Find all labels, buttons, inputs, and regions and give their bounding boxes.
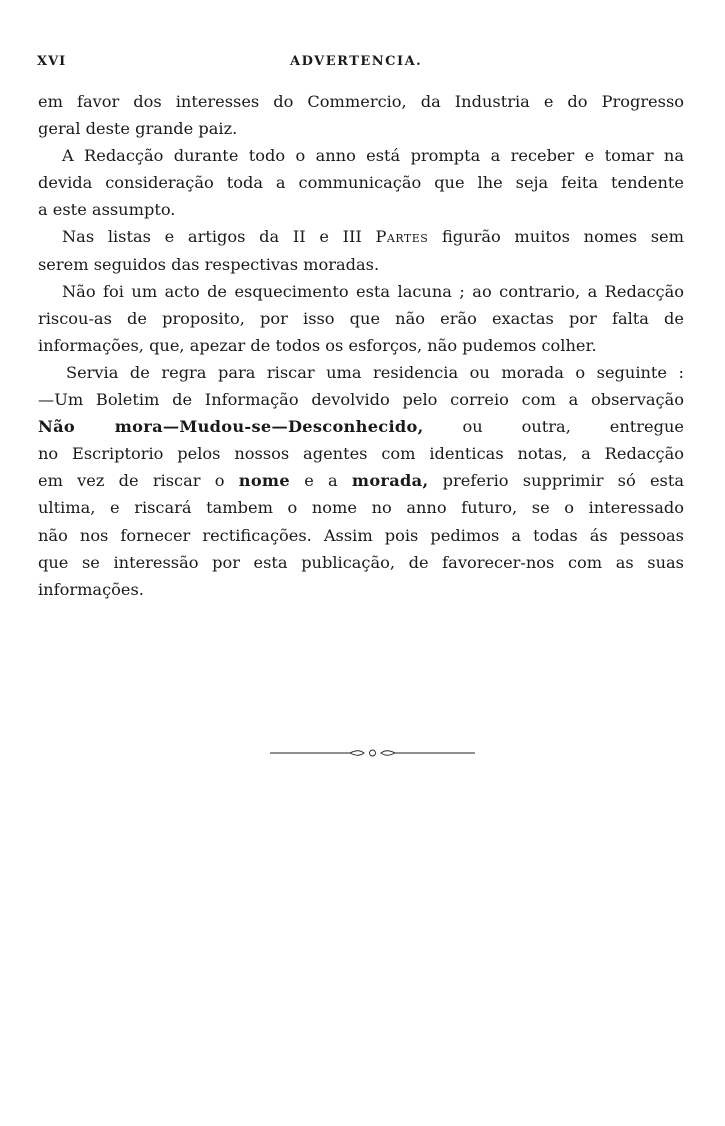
text-line: Não foi um acto de esquecimento esta lacuna ; ao contrario, a Redacção [62, 281, 684, 301]
small-caps-word: Partes [375, 227, 429, 247]
text-segment: Nas listas e artigos da II e III [62, 227, 376, 247]
text-segment: figurão muitos nomes sem [428, 227, 684, 247]
text-line: não nos fornecer rectificações. Assim pois pedimos a todas ás pessoas [38, 525, 684, 545]
body-text [38, 88, 684, 603]
text-segment: em vez de riscar o [38, 471, 239, 491]
blackletter-phrase: Não mora—Mudou-se—Desconhecido, [38, 417, 424, 437]
text-line: informações, que, apezar de todos os esforços, não pudemos colher. [38, 335, 597, 355]
decorative-rule-fleuron [270, 747, 475, 759]
blackletter-word: nome [238, 471, 290, 491]
paragraph-2 [38, 142, 684, 223]
text-line: Servia de regra para riscar uma residencia ou morada o seguinte : [66, 362, 684, 382]
text-line [38, 467, 684, 494]
text-line: no Escriptorio pelos nossos agentes com identicas notas, a Redacção [38, 444, 684, 464]
paragraph-4 [38, 278, 684, 359]
paragraph-3 [38, 223, 684, 277]
text-line: em favor dos interesses do Commercio, da Industria e do Progresso [38, 92, 684, 111]
text-segment: preferio supprimir só esta [428, 471, 684, 491]
text-line: a este assumpto. [38, 200, 176, 220]
text-line: que se interessão por esta publicação, de favorecer-nos com as suas [38, 552, 684, 572]
blackletter-word: morada, [351, 471, 429, 491]
text-line [38, 223, 684, 250]
text-line [38, 413, 684, 440]
page-number: XVI [37, 54, 67, 69]
text-line: serem seguidos das respectivas moradas. [38, 254, 380, 274]
text-line: riscou-as de proposito, por isso que não erão exactas por falta de [38, 308, 684, 328]
running-head-title: ADVERTENCIA. [290, 54, 423, 69]
text-line: geral deste grande paiz. [38, 119, 238, 139]
text-line: devida consideração toda a communicação que lhe seja feita tendente [38, 173, 684, 193]
text-line: —Um Boletim de Informação devolvido pelo correio com a observação [38, 390, 684, 410]
paragraph-5 [38, 359, 684, 603]
text-line: informações. [38, 579, 144, 599]
paragraph-1 [38, 88, 684, 142]
text-line: ultima, e riscará tambem o nome no anno futuro, se o interessado [38, 498, 684, 518]
text-segment: e a [289, 471, 352, 491]
text-segment: ou outra, entregue [423, 417, 684, 437]
text-line: A Redacção durante todo o anno está prompta a receber e tomar na [62, 146, 684, 166]
